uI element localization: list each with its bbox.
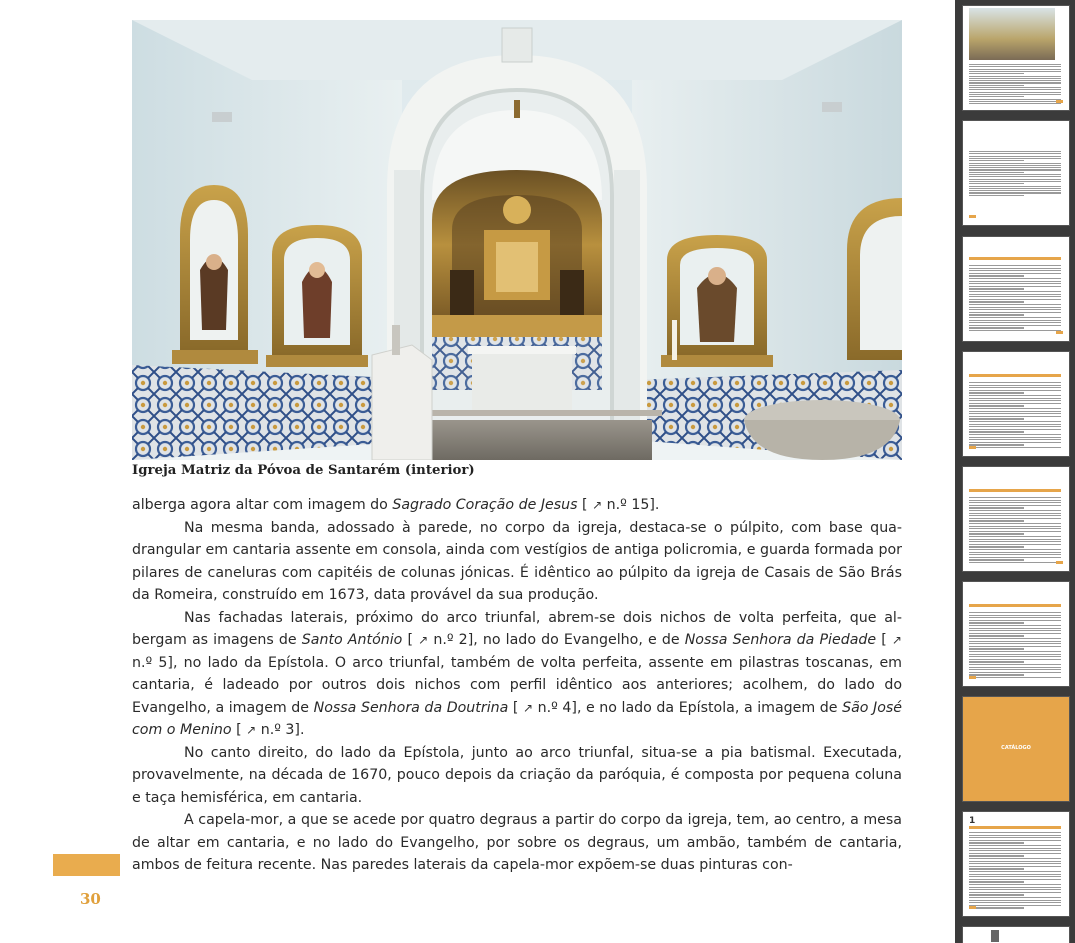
thumbnail-text-line [969, 845, 1061, 846]
thumbnail-text-line [969, 85, 1024, 86]
thumbnail-text-line [969, 513, 1061, 514]
thumbnail-text-line [969, 307, 1061, 308]
thumbnail-text-line [969, 71, 1061, 72]
thumbnail-text-line [969, 288, 1024, 289]
thumbnail-text-line [969, 174, 1061, 175]
thumbnail-text-line [969, 855, 1024, 856]
thumbnail-text-line [969, 437, 1061, 438]
thumbnail-text-line [969, 327, 1024, 328]
thumbnail-text-line [969, 505, 1061, 506]
thumbnail-page-marker [969, 676, 976, 679]
thumbnail-text-line [969, 874, 1061, 875]
thumbnail-text-line [969, 526, 1061, 527]
page-thumbnail[interactable] [963, 927, 1069, 943]
thumbnail-text-line [969, 153, 1061, 154]
text-run: A capela-mor, a que se acede por quatro degraus a partir do corpo da igreja, tem, ao centro, a mesa de altar em cantaria, e no lado do Evangelho, por sobre os degraus, um ambão, também de cantaria, ambos de feitura recente. Nas paredes laterais da capela-mor expõem-se duas pinturas con- [132, 812, 902, 873]
cross-reference-arrow-icon[interactable]: ↗ [523, 700, 534, 715]
thumbnail-text-line [969, 507, 1024, 508]
church-interior-photo [132, 20, 902, 460]
cross-reference-arrow-icon[interactable]: ↗ [418, 633, 429, 647]
cross-reference-arrow-icon[interactable]: ↗ [592, 498, 603, 512]
page-thumbnail[interactable] [963, 467, 1069, 571]
thumbnail-text-line [969, 94, 1061, 95]
thumbnail-text-line [969, 385, 1061, 386]
thumbnail-text-line [969, 533, 1024, 534]
thumbnail-text-line [969, 617, 1061, 618]
thumbnail-text-line [969, 183, 1024, 184]
thumbnail-text-line [969, 520, 1024, 521]
thumbnail-text-line [969, 664, 1061, 665]
thumbnail-text-line [969, 66, 1061, 67]
thumbnail-text-line [969, 835, 1061, 836]
thumbnail-text-line [969, 431, 1024, 432]
thumbnail-text-line [969, 76, 1061, 77]
thumbnail-text-line [969, 848, 1061, 849]
thumbnail-text-line [969, 866, 1061, 867]
thumbnail-text-line [969, 392, 1024, 393]
thumbnail-text-line [969, 853, 1061, 854]
thumbnail-text-line [969, 424, 1061, 425]
thumbnail-text-line [969, 273, 1061, 274]
page-thumbnail[interactable] [963, 582, 1069, 686]
text-run: n.º 4], e no lado da Epístola, a imagem de [533, 699, 843, 716]
thumbnail-text-line [969, 510, 1061, 511]
thumbnail-text-line [969, 638, 1061, 639]
thumbnail-text-line [969, 557, 1061, 558]
italic-title: Santo António [301, 632, 403, 648]
thumbnail-text-line [969, 80, 1061, 81]
thumbnail-text-line [969, 429, 1061, 430]
thumbnail-text-line [969, 633, 1061, 634]
thumbnail-text-line [969, 832, 1061, 833]
cross-reference-arrow-icon[interactable]: ↗ [891, 633, 902, 647]
italic-title: São José com o Menino [132, 699, 903, 738]
thumbnail-figure [991, 930, 999, 942]
page-thumbnail[interactable] [963, 697, 1069, 801]
page-number: 30 [80, 890, 101, 908]
thumbnail-text-line [969, 92, 1061, 93]
thumbnail-text-line [969, 635, 1024, 636]
thumbnail-text-line [969, 296, 1061, 297]
paragraph [132, 742, 902, 810]
thumbnail-text-line [969, 447, 1061, 448]
thumbnail-text-line [969, 615, 1061, 616]
thumbnail-text-line [969, 442, 1061, 443]
text-run: n.º 15]. [602, 497, 660, 513]
thumbnail-text-line [969, 413, 1061, 414]
thumbnail-text-line [969, 497, 1061, 498]
paragraph [132, 517, 902, 607]
text-run: alberga agora altar com imagem do [132, 497, 393, 513]
thumbnail-text-line [969, 320, 1061, 321]
thumbnail-text-line [969, 301, 1024, 302]
thumbnail-text-line [969, 889, 1061, 890]
thumbnail-text-line [969, 69, 1061, 70]
page-thumbnail[interactable] [963, 121, 1069, 225]
thumbnail-text-line [969, 190, 1061, 191]
thumbnail-text-line [969, 163, 1061, 164]
thumbnail-text-line [969, 426, 1061, 427]
cross-reference-arrow-icon[interactable]: ↗ [246, 723, 257, 737]
thumbnail-text-line [969, 544, 1061, 545]
thumbnail-text-line [969, 400, 1061, 401]
thumbnail-text-line [969, 677, 1061, 678]
thumbnail-text-line [969, 554, 1061, 555]
thumbnail-text-line [969, 900, 1061, 901]
thumbnail-text-line [969, 278, 1061, 279]
thumbnail-text-line [969, 840, 1061, 841]
thumbnail-text-line [969, 536, 1061, 537]
thumbnail-text-line [969, 299, 1061, 300]
thumbnail-text-line [969, 907, 1024, 908]
paragraph [132, 607, 902, 742]
thumbnail-text-line [969, 850, 1061, 851]
thumbnail-text-line [969, 169, 1061, 170]
thumbnail-text-line [969, 861, 1061, 862]
thumbnail-text-line [969, 309, 1061, 310]
thumbnail-text-line [969, 528, 1061, 529]
thumbnail-text-line [969, 837, 1061, 838]
thumbnail-entry-number: 1 [969, 816, 976, 826]
thumbnail-text-line [969, 858, 1061, 859]
page-thumbnail[interactable] [963, 237, 1069, 341]
thumbnail-text-line [969, 87, 1061, 88]
text-run: n.º 2], no lado do Evangelho, e de [428, 632, 685, 648]
thumbnail-text-line [969, 405, 1024, 406]
thumbnail-text-line [969, 411, 1061, 412]
thumbnail-text-line [969, 382, 1061, 383]
thumbnail-page-marker [1056, 331, 1063, 334]
thumbnail-text-line [969, 398, 1061, 399]
thumbnail-text-line [969, 167, 1061, 168]
page-thumbnail[interactable] [963, 352, 1069, 456]
thumbnail-text-line [969, 294, 1061, 295]
body-text [132, 494, 902, 877]
thumbnail-text-line [969, 552, 1061, 553]
thumbnail-page-marker [1056, 561, 1063, 564]
thumbnail-text-line [969, 434, 1061, 435]
photo-caption: Igreja Matriz da Póvoa de Santarém (interior) [132, 463, 475, 478]
thumbnail-text-line [969, 283, 1061, 284]
text-run: n.º 5], no lado da Epístola. O arco triunfal, também de volta perfeita, assente em pilastras toscanas, em cantaria, é ladeado por outros dois nichos com perfil idêntico aos anteriores; acolhem, do lado do Evangelho, a imagem de [132, 654, 902, 716]
thumbnail-text-line [969, 330, 1061, 331]
thumbnail-text-line [969, 656, 1061, 657]
thumbnail-text-line [969, 312, 1061, 313]
thumbnail-text-line [969, 325, 1061, 326]
text-run: [ [231, 722, 247, 738]
thumbnail-text-line [969, 546, 1024, 547]
thumbnail-page-marker [1056, 100, 1063, 103]
thumbnail-text-line [969, 268, 1061, 269]
thumbnail-text-line [969, 559, 1024, 560]
thumbnail-text-line [969, 863, 1061, 864]
thumbnail-text-line [969, 181, 1061, 182]
paragraph [132, 494, 902, 517]
thumbnail-text-line [969, 654, 1061, 655]
thumbnail-text-line [969, 265, 1061, 266]
thumbnail-text-line [969, 648, 1024, 649]
thumbnail-text-line [969, 408, 1061, 409]
thumbnail-text-line [969, 672, 1061, 673]
thumbnail-text-line [969, 291, 1061, 292]
thumbnail-text-line [969, 625, 1061, 626]
thumbnail-text-line [969, 884, 1061, 885]
text-run: [ [577, 497, 593, 513]
page-thumbnail[interactable] [963, 812, 1069, 916]
thumbnail-text-line [969, 651, 1061, 652]
thumbnail-text-line [969, 192, 1061, 193]
thumbnail-text-line [969, 439, 1061, 440]
thumbnail-text-line [969, 160, 1024, 161]
thumbnail-text-line [969, 89, 1061, 90]
thumbnail-text-line [969, 842, 1024, 843]
thumbnail-text-line [969, 188, 1061, 189]
thumbnail-text-line [969, 275, 1024, 276]
thumbnail-text-line [969, 868, 1024, 869]
thumbnail-text-line [969, 387, 1061, 388]
thumbnail-text-line [969, 659, 1061, 660]
thumbnail-text-line [969, 515, 1061, 516]
thumbnail-text-line [969, 103, 1061, 104]
thumbnail-text-line [969, 643, 1061, 644]
thumbnail-page-marker [969, 906, 976, 909]
text-run: [ [402, 632, 419, 648]
thumbnail-text-line [969, 195, 1024, 196]
thumbnail-text-line [969, 562, 1061, 563]
thumbnail-text-line [969, 531, 1061, 532]
thumbnail-text-line [969, 622, 1024, 623]
thumbnail-text-line [969, 64, 1061, 65]
thumbnail-text-line [969, 541, 1061, 542]
text-run: Nas fachadas laterais, próximo do arco triunfal, abrem-se dois nichos de volta perfeita, que albergam as imagens de [132, 609, 902, 648]
thumbnail-text-line [969, 96, 1024, 97]
thumbnail-text-line [969, 523, 1061, 524]
thumbnail-table-header [969, 489, 1061, 492]
thumbnail-text-line [969, 322, 1061, 323]
thumbnail-text-line [969, 176, 1061, 177]
thumbnail-text-line [969, 897, 1061, 898]
page-number-bar [53, 854, 120, 876]
thumbnail-text-line [969, 539, 1061, 540]
thumbnail-page-marker [969, 215, 976, 218]
italic-title: Nossa Senhora da Doutrina [313, 699, 509, 716]
thumbnail-text-line [969, 172, 1024, 173]
thumbnail-text-line [969, 314, 1024, 315]
thumbnail-text-line [969, 620, 1061, 621]
thumbnail-text-line [969, 418, 1024, 419]
thumbnail-table-header [969, 374, 1061, 377]
thumbnail-text-line [969, 281, 1061, 282]
thumbnail-text-line [969, 905, 1061, 906]
thumbnail-text-line [969, 630, 1061, 631]
thumbnail-text-line [969, 286, 1061, 287]
text-run: [ [876, 632, 892, 648]
thumbnail-text-line [969, 661, 1024, 662]
thumbnail-text-line [969, 881, 1024, 882]
thumbnail-text-line [969, 186, 1061, 187]
thumbnail-text-line [969, 156, 1061, 157]
thumbnail-text-line [969, 879, 1061, 880]
thumbnail-text-line [969, 444, 1024, 445]
thumbnail-text-line [969, 549, 1061, 550]
text-run: Na mesma banda, adossado à parede, no corpo da igreja, destaca-se o púlpito, com base quadrangular em cantaria assente em consola, ainda com vestígios de antiga policromia, e guarda formada por pilares de caneluras com capitéis de colunas jónicas. É idêntico ao púlpito da igreja de Casais de São Brás da Romeira, construído em 1673, data provável da sua produção. [132, 519, 902, 603]
thumbnail-text-line [969, 628, 1061, 629]
thumbnail-text-line [969, 871, 1061, 872]
thumbnail-page-marker [969, 446, 976, 449]
thumbnail-text-line [969, 646, 1061, 647]
thumbnail-text-line [969, 395, 1061, 396]
thumbnail-text-line [969, 151, 1061, 152]
thumbnail-text-line [969, 82, 1061, 83]
thumbnail-text-line [969, 78, 1061, 79]
page-thumbnail[interactable] [963, 6, 1069, 110]
text-run: No canto direito, do lado da Epístola, junto ao arco triunfal, situa-se a pia batismal. Executada, provavelmente, na década de 1670, pouco depois da criação da paróquia, é composta por pequena coluna e taça hemisférica, em cantaria. [132, 744, 902, 806]
paragraph [132, 809, 902, 877]
thumbnail-entry-bar [969, 826, 1061, 829]
thumbnail-text-line [969, 403, 1061, 404]
thumbnail-text-line [969, 894, 1024, 895]
thumbnail-text-line [969, 902, 1061, 903]
thumbnail-text-line [969, 179, 1061, 180]
thumbnail-table-header [969, 257, 1061, 260]
thumbnail-text-line [969, 421, 1061, 422]
thumbnail-text-line [969, 502, 1061, 503]
text-run: n.º 3]. [256, 722, 305, 738]
page-thumbnails-panel[interactable] [955, 0, 1075, 943]
thumbnail-table-header [969, 604, 1061, 607]
thumbnail-section-title: CATÁLOGO [1001, 745, 1031, 751]
thumbnail-text-line [969, 158, 1061, 159]
thumbnail-text-line [969, 73, 1024, 74]
text-run: [ [508, 699, 523, 716]
thumbnail-text-line [969, 876, 1061, 877]
thumbnail-text-line [969, 390, 1061, 391]
thumbnail-text-line [969, 500, 1061, 501]
thumbnail-text-line [969, 667, 1061, 668]
italic-title: Nossa Senhora da Piedade [684, 632, 877, 648]
thumbnail-text-line [969, 892, 1061, 893]
thumbnail-text-line [969, 887, 1061, 888]
thumbnail-text-line [969, 669, 1061, 670]
italic-title: Sagrado Coração de Jesus [392, 497, 578, 513]
thumbnail-text-line [969, 270, 1061, 271]
thumbnail-text-line [969, 416, 1061, 417]
thumbnail-text-line [969, 304, 1061, 305]
thumbnail-text-line [969, 317, 1061, 318]
thumbnail-text-line [969, 101, 1061, 102]
thumbnail-photo [969, 8, 1055, 60]
thumbnail-text-line [969, 165, 1061, 166]
thumbnail-text-line [969, 641, 1061, 642]
thumbnail-text-line [969, 612, 1061, 613]
thumbnail-text-line [969, 674, 1024, 675]
thumbnail-text-line [969, 99, 1061, 100]
thumbnail-text-line [969, 518, 1061, 519]
